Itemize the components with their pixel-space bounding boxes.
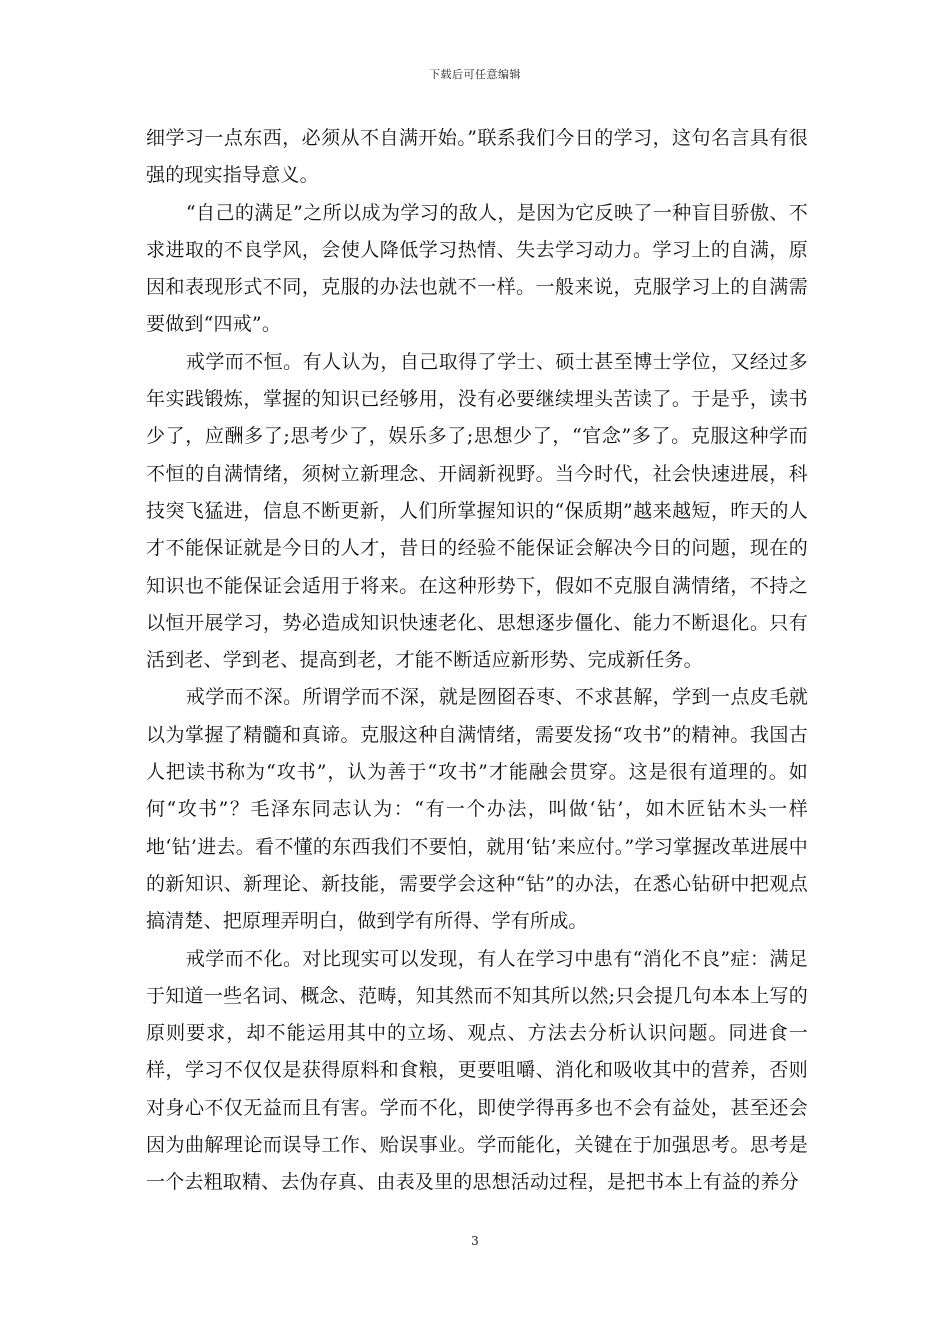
page-header: 下载后可任意编辑 (429, 68, 521, 81)
document-body (146, 120, 808, 1202)
paragraph-4: 戒学而不深。所谓学而不深，就是囫囵吞枣、不求甚解，学到一点皮毛就以为掌握了精髓和真谛。克服这种自满情绪，需要发扬“攻书”的精神。我国古人把读书称为“攻书”，认为善于“攻书”才能融会贯穿。这是很有道理的。如何“攻书”？毛泽东同志认为：“有一个办法，叫做‘钻’，如木匠钻木头一样地‘钻’进去。看不懂的东西我们不要怕，就用‘钻’来应付。”学习掌握改革进展中的新知识、新理论、新技能，需要学会这种“钻”的办法，在悉心钻研中把观点搞清楚、把原理弄明白，做到学有所得、学有所成。 (146, 686, 808, 933)
paragraph-3: 戒学而不恒。有人认为，自己取得了学士、硕士甚至博士学位，又经过多年实践锻炼，掌握的知识已经够用，没有必要继续埋头苦读了。于是乎，读书少了，应酬多了;思考少了，娱乐多了;思想少了，“官念”多了。克服这种学而不恒的自满情绪，须树立新理念、开阔新视野。当今时代，社会快速进展，科技突飞猛进，信息不断更新，人们所掌握知识的“保质期”越来越短，昨天的人才不能保证就是今日的人才，昔日的经验不能保证会解决今日的问题，现在的知识也不能保证会适用于将来。在这种形势下，假如不克服自满情绪，不持之以恒开展学习，势必造成知识快速老化、思想逐步僵化、能力不断退化。只有活到老、学到老、提高到老，才能不断适应新形势、完成新任务。 (146, 350, 808, 672)
paragraph-2: “自己的满足”之所以成为学习的敌人，是因为它反映了一种盲目骄傲、不求进取的不良学风，会使人降低学习热情、失去学习动力。学习上的自满，原因和表现形式不同，克服的办法也就不一样。一般来说，克服学习上的自满需要做到“四戒”。 (146, 201, 808, 336)
paragraph-5: 戒学而不化。对比现实可以发现，有人在学习中患有“消化不良”症：满足于知道一些名词、概念、范畴，知其然而不知其所以然;只会提几句本本上写的原则要求，却不能运用其中的立场、观点、方法去分析认识问题。同进食一样，学习不仅仅是获得原料和食粮，更要咀嚼、消化和吸收其中的营养，否则对身心不仅无益而且有害。学而不化，即使学得再多也不会有益处，甚至还会因为曲解理论而误导工作、贻误事业。学而能化，关键在于加强思考。思考是一个去粗取精、去伪存真、由表及里的思想活动过程，是把书本上有益的养分 (146, 947, 808, 1194)
paragraph-1: 细学习一点东西，必须从不自满开始。”联系我们今日的学习，这句名言具有很强的现实指导意义。 (146, 127, 808, 187)
page-number: 3 (471, 1234, 479, 1248)
